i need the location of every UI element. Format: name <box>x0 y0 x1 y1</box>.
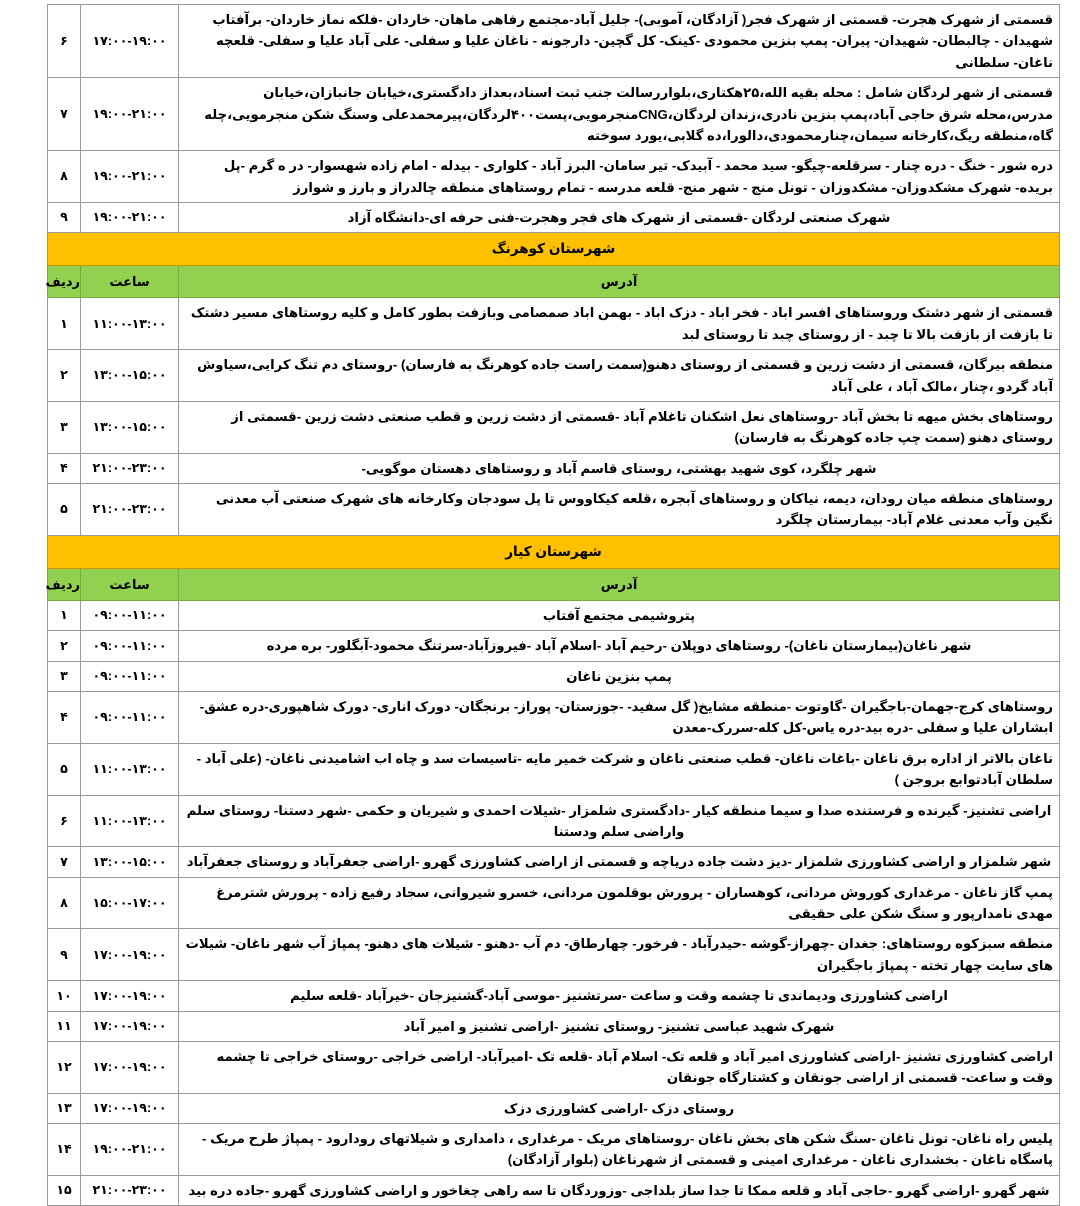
table-row <box>48 1093 1060 1123</box>
table-row <box>48 661 1060 691</box>
table-row <box>48 484 1060 536</box>
table-row <box>48 692 1060 744</box>
table-row <box>48 981 1060 1011</box>
column-header-address: آدرس <box>179 568 1060 600</box>
cell-address: شهر ناغان(بیمارستان ناغان)- روستاهای دوپلان -رحیم آباد -اسلام آباد -فیروزآباد-سرتنگ محمود-آبگلور- بره مرده <box>179 631 1060 661</box>
cell-address: شهرک شهید عباسی تشنیز- روستای تشنیز -اراضی تشنیز و امیر آباد <box>179 1011 1060 1041</box>
table-row <box>48 743 1060 795</box>
cell-time: ۱۵:۰۰-۱۷:۰۰ <box>81 877 179 929</box>
cell-time: ۰۹:۰۰-۱۱:۰۰ <box>81 692 179 744</box>
column-header-index: ردیف <box>48 568 81 600</box>
cell-index: ۱۲ <box>48 1041 81 1093</box>
cell-address: شهر گهرو -اراضی گهرو -حاجی آباد و قلعه ممکا تا جدا ساز بلداجی -وزوردگان تا سه راهی چغاخور و اراضی کشاورزی گهرو -جاده دره بید <box>179 1175 1060 1205</box>
cell-index: ۱۴ <box>48 1124 81 1176</box>
cell-time: ۱۷:۰۰-۱۹:۰۰ <box>81 1041 179 1093</box>
cell-index: ۷ <box>48 847 81 877</box>
cell-index: ۱۳ <box>48 1093 81 1123</box>
cell-index: ۲ <box>48 631 81 661</box>
column-header-row <box>48 266 1060 298</box>
cell-time: ۱۷:۰۰-۱۹:۰۰ <box>81 1011 179 1041</box>
cell-address: اراضی کشاورزی ودیماندی تا چشمه وقت و ساعت -سرتشنیز -موسی آباد-گشنیزجان -خیرآباد -قلعه سلیم <box>179 981 1060 1011</box>
table-row <box>48 1011 1060 1041</box>
cell-address: شهر چلگرد، کوی شهید بهشتی، روستای قاسم آباد و روستاهای دهستان موگویی- <box>179 453 1060 483</box>
cell-time: ۱۱:۰۰-۱۳:۰۰ <box>81 298 179 350</box>
cell-time: ۱۱:۰۰-۱۳:۰۰ <box>81 795 179 847</box>
column-header-time: ساعت <box>81 266 179 298</box>
cell-address: شهرک صنعتی لردگان -قسمتی از شهرک های فجر وهجرت-فنی حرفه ای-دانشگاه آزاد <box>179 203 1060 233</box>
cell-time: ۲۱:۰۰-۲۳:۰۰ <box>81 1175 179 1205</box>
cell-address: اراضی کشاورزی تشنیز -اراضی کشاورزی امیر آباد و قلعه تک- اسلام آباد -قلعه تک -امیرآباد- اراضی خراجی -روستای خراجی تا چشمه وقت و ساعت- قسمتی از اراضی جونقان و کشتارگاه جونقان <box>179 1041 1060 1093</box>
table-row <box>48 298 1060 350</box>
cell-index: ۳ <box>48 401 81 453</box>
column-header-index: ردیف <box>48 266 81 298</box>
cell-index: ۱۵ <box>48 1175 81 1205</box>
cell-index: ۱۰ <box>48 981 81 1011</box>
table-row <box>48 401 1060 453</box>
cell-index: ۶ <box>48 795 81 847</box>
table-row <box>48 453 1060 483</box>
table-row <box>48 78 1060 151</box>
cell-address: منطقه بیرگان، قسمتی از دشت زرین و قسمتی از روستای دهنو(سمت راست جاده کوهرنگ به فارسان) -روستای دم تنگ کرایی،سیاوش آباد گردو ،چنار ،مالک آباد ، علی آباد <box>179 350 1060 402</box>
district-title: شهرستان کیار <box>48 535 1060 568</box>
cell-index: ۴ <box>48 692 81 744</box>
district-title: شهرستان کوهرنگ <box>48 233 1060 266</box>
district-header-row <box>48 233 1060 266</box>
cell-address: روستاهای منطقه میان رودان، دیمه، نیاکان و روستاهای آبجره ،قلعه کیکاووس تا پل سودجان وکارخانه های شهرک صنعتی آب معدنی نگین وآب معدنی غلام آباد- بیمارستان چلگرد <box>179 484 1060 536</box>
cell-address: پمپ بنزین ناغان <box>179 661 1060 691</box>
cell-time: ۱۷:۰۰-۱۹:۰۰ <box>81 929 179 981</box>
cell-index: ۱ <box>48 298 81 350</box>
cell-address: روستاهای کرج-جهمان-باجگیران -گاوتوت -منطقه مشایخ( گل سفید- -جوزستان- پوراز- برنجگان- دورک اناری- دورک شاهپوری-دره عشق- ابشاران علیا و سفلی -دره بید-دره یاس-کل کله-سررک-معدن <box>179 692 1060 744</box>
cell-time: ۱۷:۰۰-۱۹:۰۰ <box>81 981 179 1011</box>
cell-time: ۱۹:۰۰-۲۱:۰۰ <box>81 78 179 151</box>
cell-time: ۱۹:۰۰-۲۱:۰۰ <box>81 151 179 203</box>
cell-index: ۱۱ <box>48 1011 81 1041</box>
cell-address: پلیس راه ناغان- تونل ناغان -سنگ شکن های بخش ناغان -روستاهای مریک - مرغداری ، دامداری و شیلاتهای رودارود - پمپاژ طرح مریک - پاسگاه ناغان - بخشداری ناغان - مرغداری امینی و قسمتی از شهرناغان (بلوار آزادگان) <box>179 1124 1060 1176</box>
power-outage-schedule-table <box>47 4 1060 1206</box>
table-row <box>48 631 1060 661</box>
column-header-address: آدرس <box>179 266 1060 298</box>
table-row <box>48 203 1060 233</box>
cell-time: ۰۹:۰۰-۱۱:۰۰ <box>81 661 179 691</box>
table-row <box>48 929 1060 981</box>
cell-time: ۱۷:۰۰-۱۹:۰۰ <box>81 5 179 78</box>
cell-address: قسمتی از شهرک هجرت- قسمتی از شهرک فجر( آزادگان، آموبی)- جلیل آباد-مجتمع رفاهی ماهان- خاردان -فلکه نماز خاردان- برآفتاب شهیدان - چالبطان- شهیدان- پیران- پمپ بنزین محمودی -کینک- کل گچین- دارجونه - ناغان علیا و سفلی- علی آباد علیا و سفلی- قلعچه ناغان- سلطانی <box>179 5 1060 78</box>
cell-index: ۹ <box>48 203 81 233</box>
table-row <box>48 1124 1060 1176</box>
table-row <box>48 1041 1060 1093</box>
cell-index: ۶ <box>48 5 81 78</box>
cell-index: ۹ <box>48 929 81 981</box>
cell-address: قسمتی از شهر لردگان شامل : محله بقیه الله،۲۵هکتاری،بلواررسالت جنب ثبت اسناد،بعداز دادگستری،خیابان جانبازان،خیابان مدرس،محله شرق حاجی آباد،پمپ بنزین نادری،زندان لردگان،CNGمنجرمویی،پست۴۰۰لردگان،پیرمحمدعلی وسنگ شکن منجرمویی،چله گاه،منطقه ریگ،کارخانه سیمان،چنارمحمودی،دالورا،ده گلابی،یورد سوخته <box>179 78 1060 151</box>
cell-address: روستاهای بخش میهه تا بخش آباد -روستاهای نعل اشکنان تاغلام آباد -قسمتی از دشت زرین و قطب صنعتی دشت زرین -قسمتی از روستای دهنو (سمت چپ جاده کوهرنگ به فارسان) <box>179 401 1060 453</box>
cell-index: ۸ <box>48 877 81 929</box>
cell-address: ناغان بالاتر از اداره برق ناغان -باغات ناغان- قطب صنعتی ناغان و شرکت خمیر مایه -تاسیسات سد و چاه اب اشامیدنی ناغان- (علی آباد - سلطان آبادتوابع بروجن ) <box>179 743 1060 795</box>
cell-index: ۴ <box>48 453 81 483</box>
cell-address: دره شور - خنگ - دره چنار - سرقلعه-چیگو- سید محمد - آبیدک- تیر سامان- البرز آباد - کلواری - بیدله - امام زاده شهسوار- در ه گرم -پل بریده- شهرک مشکدوزان- مشکدوزان - تونل منج - شهر منج- قلعه مدرسه - تمام روستاهای منطقه چالدراز و بارز و شوارز <box>179 151 1060 203</box>
cell-time: ۱۹:۰۰-۲۱:۰۰ <box>81 1124 179 1176</box>
cell-time: ۱۹:۰۰-۲۱:۰۰ <box>81 203 179 233</box>
cell-time: ۰۹:۰۰-۱۱:۰۰ <box>81 631 179 661</box>
cell-index: ۱ <box>48 600 81 630</box>
cell-index: ۳ <box>48 661 81 691</box>
table-row <box>48 151 1060 203</box>
cell-index: ۵ <box>48 743 81 795</box>
table-row <box>48 795 1060 847</box>
cell-time: ۲۱:۰۰-۲۳:۰۰ <box>81 484 179 536</box>
cell-time: ۱۳:۰۰-۱۵:۰۰ <box>81 847 179 877</box>
cell-time: ۱۳:۰۰-۱۵:۰۰ <box>81 350 179 402</box>
table-row <box>48 877 1060 929</box>
district-header-row <box>48 535 1060 568</box>
cell-index: ۵ <box>48 484 81 536</box>
table-row <box>48 5 1060 78</box>
column-header-time: ساعت <box>81 568 179 600</box>
cell-index: ۷ <box>48 78 81 151</box>
cell-time: ۰۹:۰۰-۱۱:۰۰ <box>81 600 179 630</box>
cell-address: پمپ گاز ناغان - مرغداری کوروش مردانی، کوهساران - پرورش بوقلمون مردانی، خسرو شیروانی، سجاد رفیع زاده - پرورش شترمرغ مهدی نامدارپور و سنگ شکن علی حقیقی <box>179 877 1060 929</box>
table-row <box>48 847 1060 877</box>
cell-time: ۱۷:۰۰-۱۹:۰۰ <box>81 1093 179 1123</box>
table-row <box>48 350 1060 402</box>
column-header-row <box>48 568 1060 600</box>
cell-index: ۸ <box>48 151 81 203</box>
table-row <box>48 1175 1060 1205</box>
cell-time: ۱۳:۰۰-۱۵:۰۰ <box>81 401 179 453</box>
cell-address: روستای دزک -اراضی کشاورزی دزک <box>179 1093 1060 1123</box>
table-row <box>48 600 1060 630</box>
cell-address: پتروشیمی مجتمع آفتاب <box>179 600 1060 630</box>
cell-address: اراضی تشنیز- گیرنده و فرستنده صدا و سیما منطقه کیار -دادگستری شلمزار -شیلات احمدی و شیریان و حکمی -شهر دستنا- روستای سلم واراضی سلم ودستنا <box>179 795 1060 847</box>
cell-time: ۲۱:۰۰-۲۳:۰۰ <box>81 453 179 483</box>
cell-index: ۲ <box>48 350 81 402</box>
cell-address: منطقه سبزکوه روستاهای: جغدان -چهراز-گوشه -حیدرآباد - فرخور- چهارطاق- دم آب -دهنو - شیلات های دهنو- پمپاژ آب شهر ناغان- شیلات های سایت چهار تخته - پمپاژ باجگیران <box>179 929 1060 981</box>
cell-address: قسمتی از شهر دشتک وروستاهای افسر اباد - فخر اباد - دزک اباد - بهمن اباد صمصامی وبازفت بطور کامل و کلیه روستاهای مسیر دشتک تا بازفت از بازفت بالا تا چبد - از روستای چبد تا روستای لبد <box>179 298 1060 350</box>
cell-address: شهر شلمزار و اراضی کشاورزی شلمزار -دیز دشت جاده دریاچه و قسمتی از اراضی کشاورزی گهرو -اراضی جعفرآباد و روستای جعفرآباد <box>179 847 1060 877</box>
cell-time: ۱۱:۰۰-۱۳:۰۰ <box>81 743 179 795</box>
